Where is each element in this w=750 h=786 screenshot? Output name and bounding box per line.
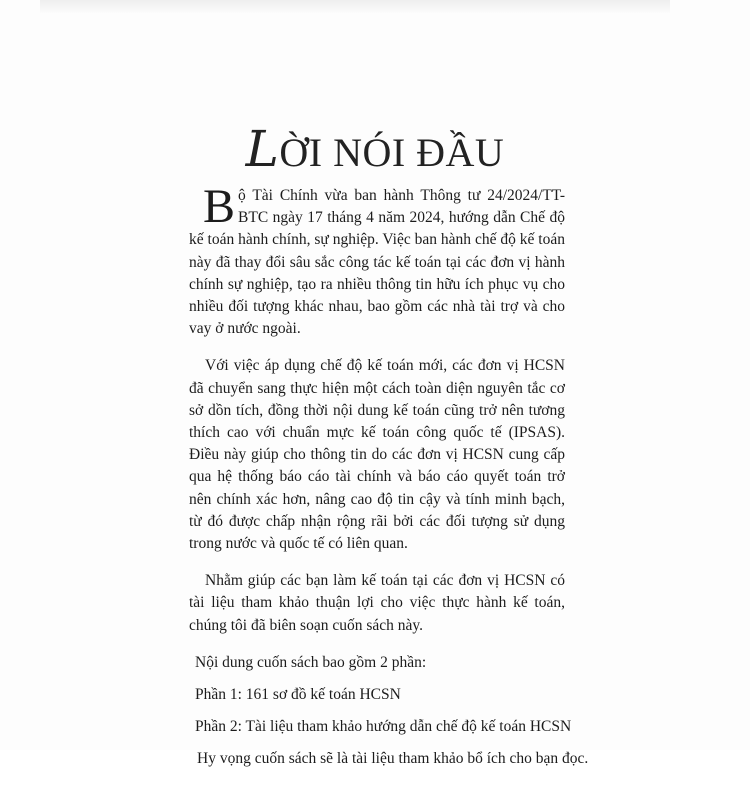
- drop-cap: B: [203, 180, 236, 233]
- closing-line: Hy vọng cuốn sách sẽ là tài liệu tham khảo bổ ích cho bạn đọc.: [197, 750, 589, 768]
- page-title: [0, 122, 750, 180]
- paragraph-1: [189, 180, 565, 340]
- title-rest: ỜI NÓI ĐẦU: [279, 130, 505, 175]
- paragraph-2: Với việc áp dụng chế độ kế toán mới, các đơn vị HCSN đã chuyển sang thực hiện một cách toàn diện nguyên tắc cơ sở dồn tích, đồng thời nội dung kế toán cũng trở nên tương thích cao với chuẩn mực kế toán công quốc tế (IPSAS). Điều này giúp cho thông tin do các đơn vị HCSN cung cấp qua hệ thống báo cáo tài chính và báo cáo quyết toán trở nên chính xác hơn, nâng cao độ tin cậy và tính minh bạch, từ đó được chấp nhận rộng rãi bởi các đối tượng sử dụng trong nước và quốc tế có liên quan.: [189, 357, 565, 553]
- part-2: Phần 2: Tài liệu tham khảo hướng dẫn chế độ kế toán HCSN: [195, 718, 572, 736]
- part-1: Phần 1: 161 sơ đồ kế toán HCSN: [195, 686, 401, 704]
- page-top-edge: [40, 0, 670, 14]
- foreword-body: [189, 180, 589, 786]
- title-first-letter: L: [245, 120, 280, 178]
- paragraph-3: Nhằm giúp các bạn làm kế toán tại các đơn vị HCSN có tài liệu tham khảo thuận lợi cho việc thực hành kế toán, chúng tôi đã biên soạn cuốn sách này.: [189, 572, 565, 634]
- contents-intro: Nội dung cuốn sách bao gồm 2 phần:: [195, 653, 427, 671]
- paragraph-1-text: ộ Tài Chính vừa ban hành Thông tư 24/2024/TT-BTC ngày 17 tháng 4 năm 2024, hướng dẫn Chế độ kế toán hành chính, sự nghiệp. Việc ban hành chế độ kế toán này đã thay đổi sâu sắc công tác kế toán tại các đơn vị hành chính sự nghiệp, tạo ra nhiều thông tin hữu ích phục vụ cho nhiều đối tượng khác nhau, bao gồm các nhà tài trợ và cho vay ở nước ngoài.: [189, 187, 565, 338]
